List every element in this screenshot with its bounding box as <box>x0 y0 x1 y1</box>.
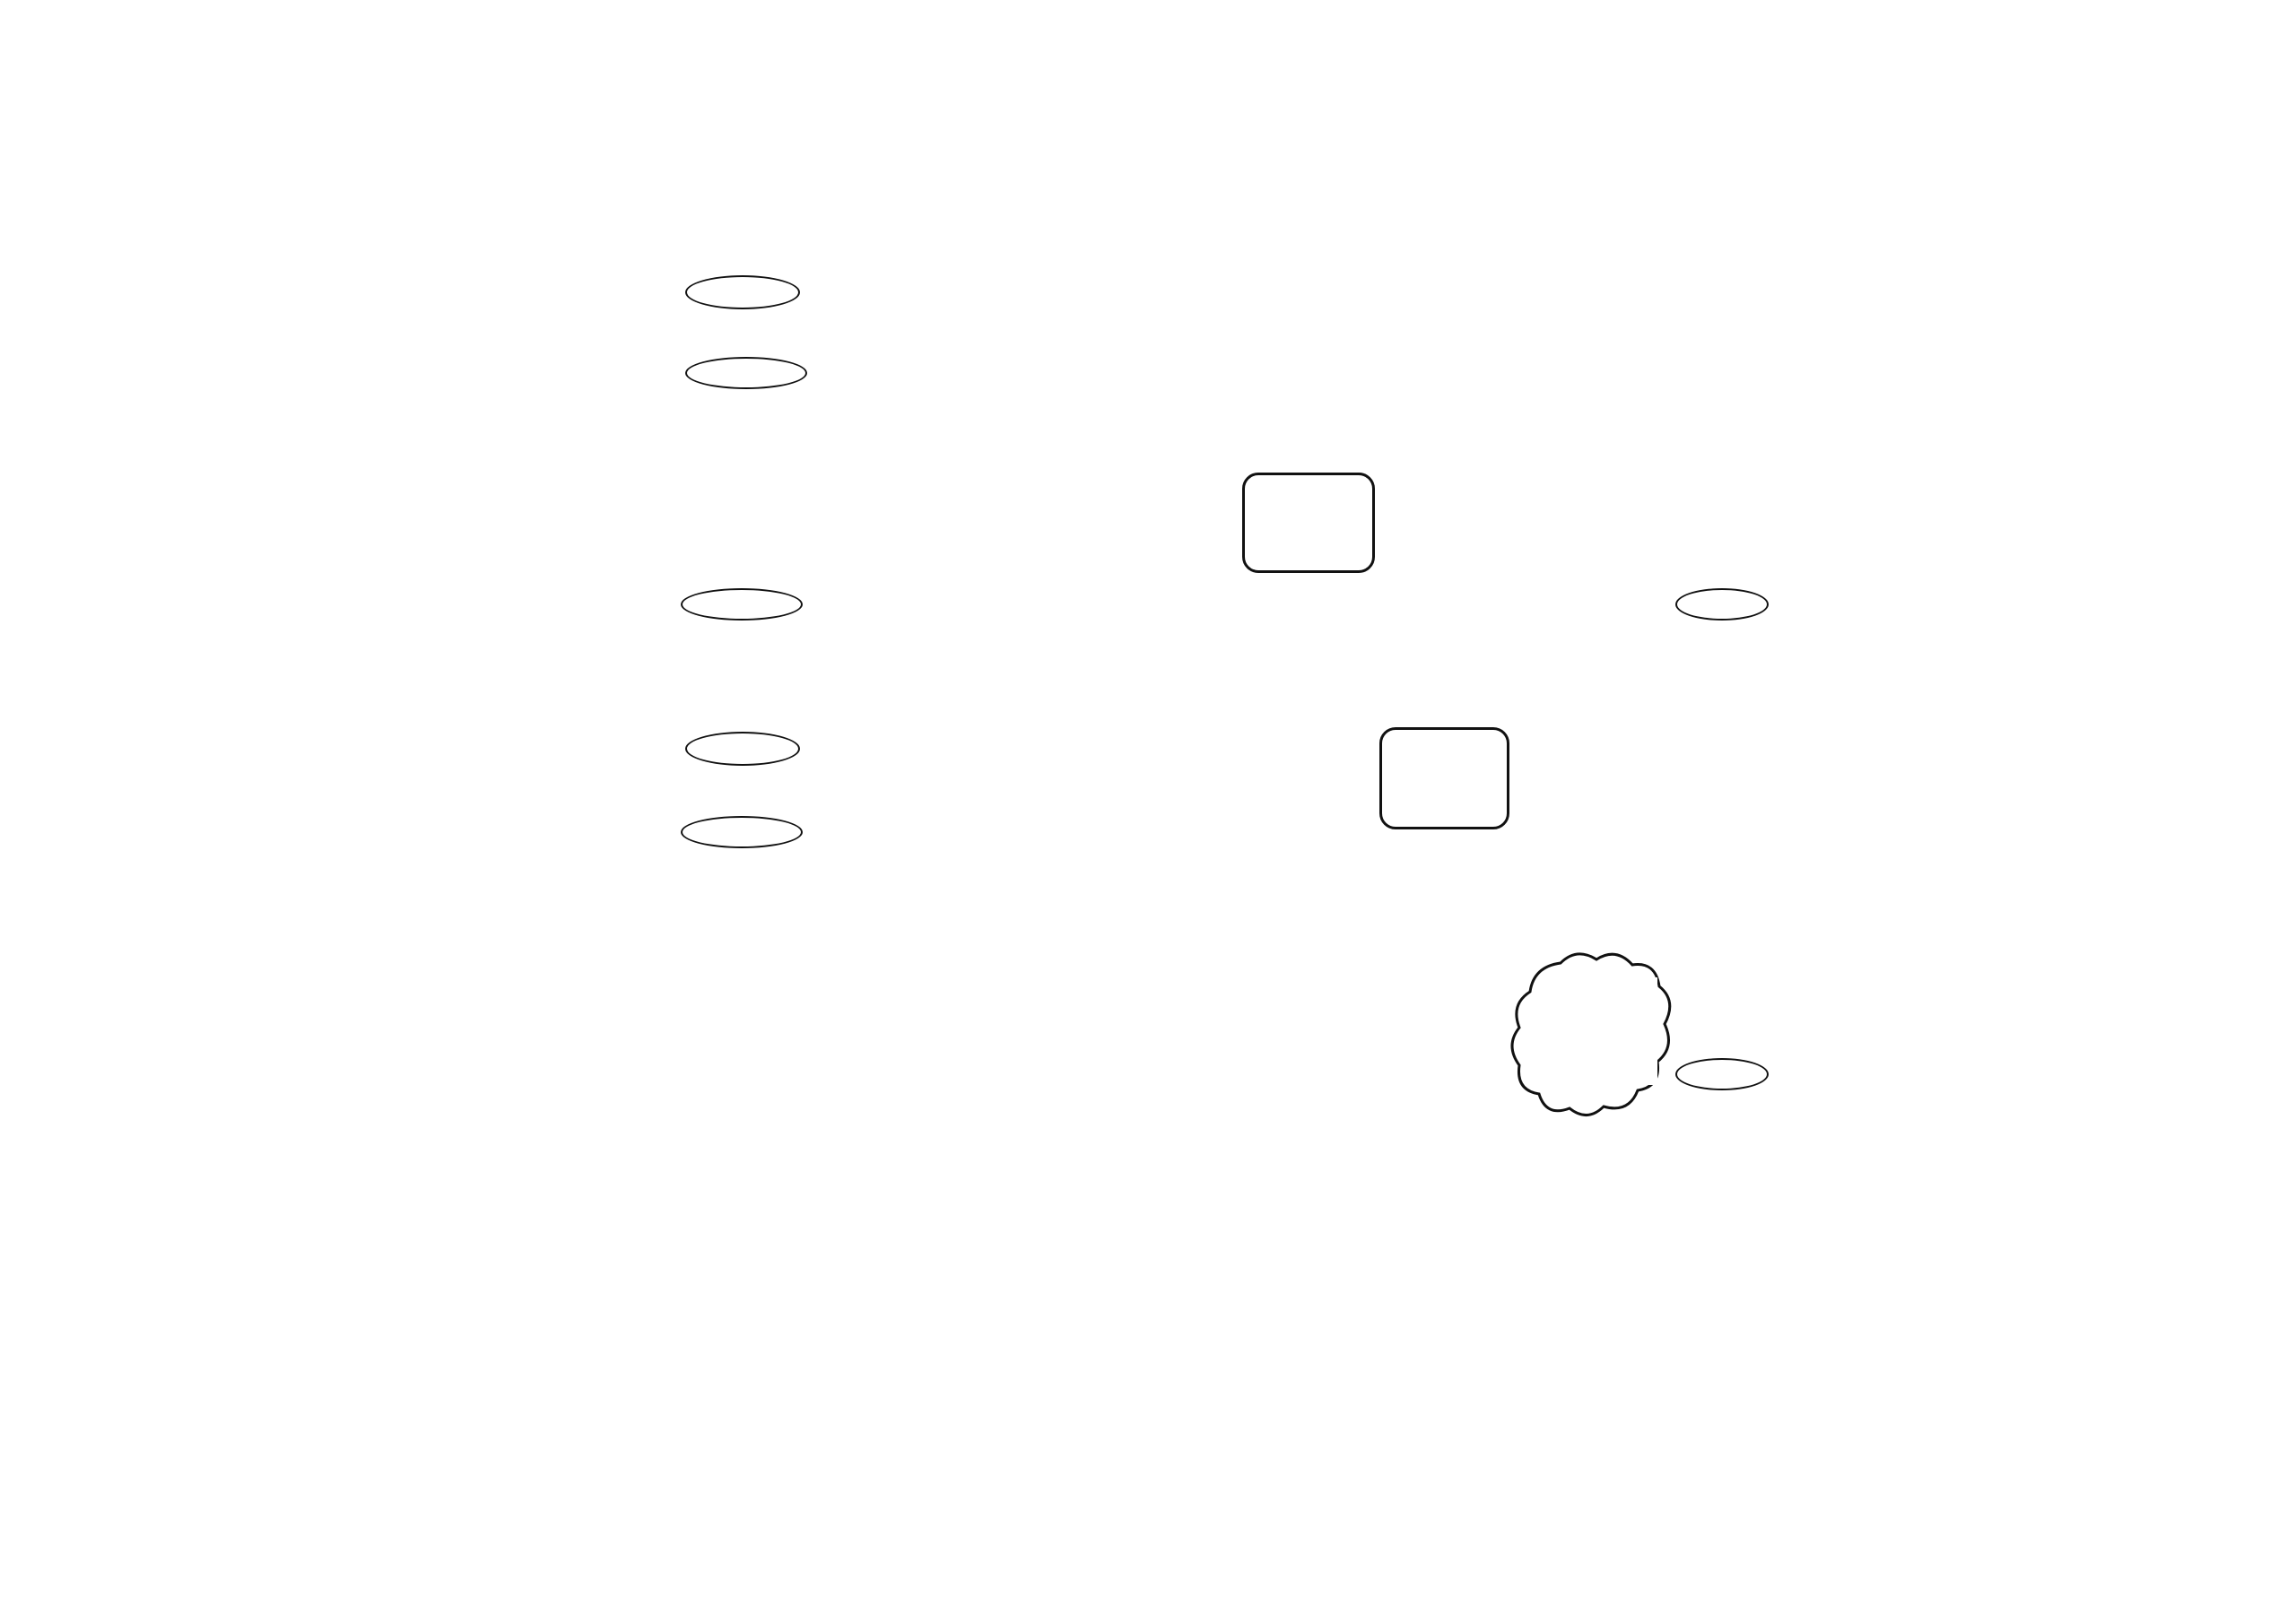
mon-am-header <box>389 199 530 237</box>
event-sewing <box>954 956 1095 1010</box>
date-label <box>672 922 954 952</box>
event-natsumero-time <box>1515 518 1649 543</box>
date-label <box>321 922 389 952</box>
event-takkyu <box>530 310 672 348</box>
event-kantan-yoga <box>389 350 530 396</box>
maintenance-name <box>1373 662 1515 690</box>
event-kana-shodo <box>389 273 530 310</box>
mon-pm-header <box>530 199 672 237</box>
date-label <box>321 692 389 723</box>
event-mahjong-tournament <box>954 809 1237 855</box>
maintenance-name <box>530 662 672 690</box>
event-utagoe-time <box>979 748 1114 771</box>
tue-pm-header <box>813 199 954 237</box>
staff-label-sat <box>1791 859 1915 888</box>
date-label <box>389 239 672 271</box>
staff-name <box>1377 631 1515 660</box>
event-takkyu <box>530 1011 672 1049</box>
fri-pm-header <box>1649 199 1791 237</box>
event-satochan-kissa <box>1541 977 1657 1085</box>
room-kaede <box>204 956 321 1010</box>
event-karaoke <box>1649 350 1791 373</box>
event-origami <box>685 275 800 309</box>
maintenance-label-sat <box>1791 1135 1915 1164</box>
date-label <box>389 1167 672 1198</box>
room-yamatsutsuji <box>204 809 321 855</box>
event-dance <box>530 581 672 628</box>
maintenance-label-sat <box>1791 662 1915 690</box>
maintenance-name <box>530 1352 672 1381</box>
day-header-sat <box>1791 172 1915 197</box>
maintenance-name <box>1649 890 1791 918</box>
event-takkyu <box>530 1236 672 1271</box>
event-dance <box>530 1051 672 1101</box>
day-header-thu <box>1237 172 1515 197</box>
thu-am-header <box>1237 199 1373 237</box>
event-karaoke <box>1649 809 1791 832</box>
event-takkyu <box>530 542 672 579</box>
maintenance-name <box>672 890 813 918</box>
day-header-tue <box>672 172 954 197</box>
date-label <box>1515 463 1791 493</box>
event-free-gym <box>681 816 803 848</box>
maintenance-name <box>960 429 1139 459</box>
room-yamatsutsuji <box>204 350 321 396</box>
date-label <box>389 692 672 723</box>
event-kantan-ryori <box>672 769 813 807</box>
maintenance-label <box>213 890 321 918</box>
event-minna-ryori <box>672 310 813 348</box>
maintenance-name <box>1649 1135 1791 1164</box>
maintenance-label-sat <box>1791 429 1915 459</box>
date-label <box>1237 692 1515 723</box>
staff-label <box>213 1322 321 1350</box>
room-kaede <box>204 499 321 540</box>
event-karaoke-sub <box>1649 830 1791 854</box>
date-label <box>672 463 954 493</box>
event-patchwork <box>1373 956 1515 1010</box>
event-ikiiki <box>1377 1055 1515 1074</box>
event-kenko-mahjong <box>954 581 1095 628</box>
date-label <box>672 692 954 723</box>
room-kaede <box>204 728 321 768</box>
fri-am-header <box>1515 199 1649 237</box>
event-natsumero <box>1515 493 1649 518</box>
event-takkyu <box>1649 769 1791 807</box>
event-patchwork <box>1373 499 1515 540</box>
maintenance-name <box>1373 1135 1515 1164</box>
event-kimono <box>1515 809 1649 855</box>
maintenance-name <box>954 1135 1095 1164</box>
date-label <box>954 239 1237 271</box>
day-header-mon <box>389 172 672 197</box>
maintenance-name <box>530 429 672 459</box>
event-kantan-yoga <box>389 1051 530 1101</box>
date-label <box>1515 239 1791 271</box>
event-square-step <box>1377 604 1515 624</box>
event-kimono <box>1515 350 1649 396</box>
day-header-wed <box>954 172 1237 197</box>
event-takkyu <box>1649 310 1791 348</box>
event-orange-cafe <box>1237 956 1373 1010</box>
room-kaede <box>204 273 321 310</box>
room-uguisu <box>204 769 321 807</box>
date-label <box>1791 692 1915 723</box>
room-uguisu <box>204 1011 321 1049</box>
event-takkyu <box>1649 1011 1791 1049</box>
event-takkyu <box>1649 542 1791 579</box>
date-label <box>672 239 954 271</box>
event-kantan-yoga <box>389 1273 530 1320</box>
event-gym <box>1675 1058 1769 1090</box>
tue-am-header <box>672 199 813 237</box>
staff-label-sat <box>1791 1103 1915 1132</box>
date-label <box>1237 239 1515 271</box>
room-yamatsutsuji <box>204 581 321 628</box>
event-gym <box>1675 588 1769 621</box>
event-free-gym <box>685 357 807 389</box>
room-name-header <box>203 199 321 237</box>
day-header-sun <box>321 172 389 197</box>
event-origami <box>685 732 800 766</box>
staff-label <box>213 398 321 427</box>
staff-label-sat <box>1791 398 1915 427</box>
event-refresh-yoga <box>1237 1051 1373 1101</box>
room-uguisu <box>204 310 321 348</box>
event-hand-massage-box <box>1379 727 1509 829</box>
room-uguisu <box>204 542 321 579</box>
maintenance-name <box>672 429 813 459</box>
event-karaoke-sub <box>1649 371 1791 395</box>
event-sewing <box>954 499 1095 540</box>
staff-label <box>213 631 321 660</box>
date-label <box>1791 239 1915 271</box>
maintenance-name <box>1095 662 1237 690</box>
staff-name <box>1377 1103 1515 1132</box>
staff-name <box>1649 398 1791 427</box>
event-ikiiki <box>1377 585 1515 604</box>
date-label <box>954 692 1237 723</box>
staff-label <box>213 859 321 888</box>
event-kenko-mahjong <box>954 350 1095 396</box>
staff-name <box>1649 859 1791 888</box>
maintenance-name <box>1649 662 1791 690</box>
date-label <box>321 463 389 493</box>
staff-label-sat <box>1791 631 1915 660</box>
event-golf-box <box>1242 473 1375 573</box>
maintenance-name <box>1649 429 1791 459</box>
event-minna-ryori <box>954 310 1095 348</box>
maintenance-label <box>213 1135 321 1164</box>
maintenance-label <box>213 1352 321 1381</box>
event-square-step <box>1377 1074 1515 1094</box>
room-yamatsutsuji <box>204 1273 321 1320</box>
event-utagoe <box>965 725 1100 748</box>
maintenance-label <box>213 662 321 690</box>
day-header-fri <box>1515 172 1791 197</box>
room-uguisu <box>204 1236 321 1271</box>
date-label <box>389 463 672 493</box>
maintenance-label <box>213 429 321 459</box>
date-label <box>321 1167 389 1198</box>
staff-label <box>213 1103 321 1132</box>
wed-pm-header <box>1095 199 1237 237</box>
date-label <box>672 1167 954 1198</box>
date-label <box>1237 922 1515 952</box>
maintenance-label-sat <box>1791 890 1915 918</box>
thu-pm-header <box>1373 199 1515 237</box>
date-label <box>1791 463 1915 493</box>
event-refresh-yoga <box>1237 581 1373 628</box>
event-kenko-mahjong <box>954 1051 1095 1101</box>
event-stretch-yoga <box>1373 350 1515 396</box>
date-label <box>389 922 672 952</box>
event-kantan-yoga <box>389 581 530 628</box>
wed-am-header <box>954 199 1095 237</box>
room-kaede <box>204 1200 321 1234</box>
event-free-gym <box>681 588 803 621</box>
holiday-keirou <box>389 768 672 866</box>
maintenance-name <box>530 1135 672 1164</box>
date-label <box>1515 692 1791 723</box>
date-label <box>954 922 1237 952</box>
event-stretch-yoga <box>1095 581 1237 628</box>
maintenance-name <box>1095 890 1237 918</box>
room-yamatsutsuji <box>204 1051 321 1101</box>
date-label <box>954 463 1237 493</box>
holiday-shubun <box>672 1011 954 1101</box>
date-label <box>1791 922 1915 952</box>
